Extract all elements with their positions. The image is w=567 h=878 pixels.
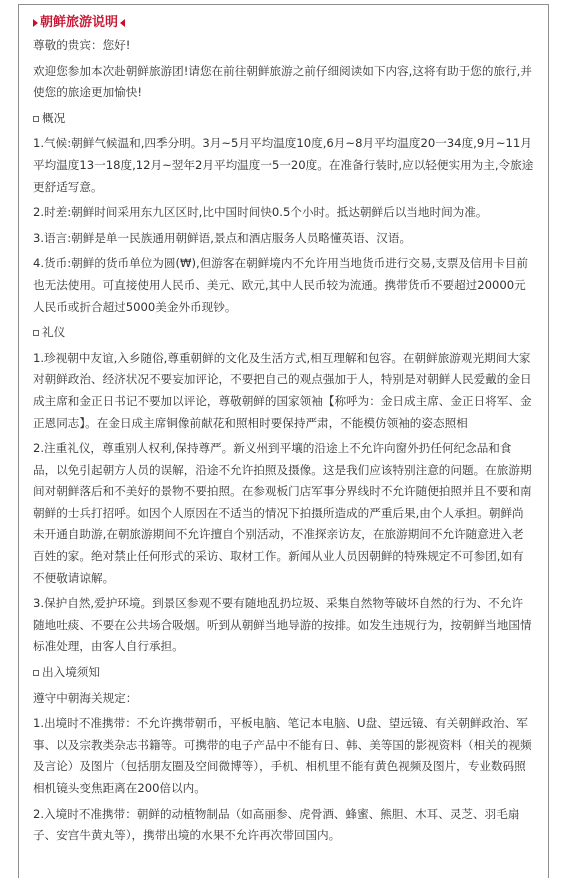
list-item: 2.注重礼仪，尊重别人权利,保持尊严。新义州到平壤的沿途上不允许向窗外扔任何纪念品和食品，以免引起朝方人员的误解，沿途不允许拍照及摄像。这是我们应该特别注意的问题。在旅游期间对朝鲜落后和不美好的景物不要拍照。在参观板门店军事分界线时不允许随便拍照并且不要和南朝鲜的士兵打招呼。如因个人原因在不适当的情况下拍摄所造成的严重后果,由个人承担。朝鲜尚未开通自助游,在朝旅游期间不允许擅自个别活动，不准探亲访友，在旅游期间不允许随意进入老百姓的家。绝对禁止任何形式的采访、取材工作。新闻从业人员因朝鲜的特殊规定不可参团,如有不便敬请谅解。 [33, 441, 532, 585]
greeting: 尊敬的贵宾：您好! [33, 38, 131, 52]
list-item: 1.珍视朝中友谊,入乡随俗,尊重朝鲜的文化及生活方式,相互理解和包容。在朝鲜旅游观光期间大家对朝鲜政治、经济状况不要妄加评论，不要把自己的观点强加于人，特别是对朝鲜人民爱戴的金日成主席和金正日书记不要加以评论，尊敬朝鲜的国家领袖【称呼为：金日成主席、金正日将军、金正恩同志】。在金日成主席铜像前献花和照相时要保持严肃，不能模仿领袖的姿态照相 [33, 350, 532, 430]
triangle-right-icon [33, 19, 38, 27]
checkbox-square-icon [33, 670, 39, 676]
list-item: 3.语言:朝鲜是单一民族通用朝鲜语,景点和酒店服务人员略懂英语、汉语。 [33, 230, 412, 245]
list-item: 3.保护自然,爱护环境。到景区参观不要有随地乱扔垃圾、采集自然物等破坏自然的行为、不允许随地吐痰、不要在公共场合吸烟。听到从朝鲜当地导游的按排。如发生违规行为，按朝鲜当地国情标准处理，由客人自行承担。 [33, 596, 532, 654]
list-item: 4.货币:朝鲜的货币单位为圆(₩),但游客在朝鲜境内不允许用当地货币进行交易,支票及信用卡目前也无法使用。可直接使用人民币、美元、欧元,其中人民币较为流通。携带货币不要超过20000元人民币或折合超过5000美金外币现钞。 [33, 256, 529, 314]
checkbox-square-icon [33, 330, 39, 336]
list-item: 2.时差:朝鲜时间采用东九区区时,比中国时间快0.5个小时。抵达朝鲜后以当地时间为准。 [33, 205, 488, 220]
article-content [19, 5, 548, 847]
section-subheading: 遵守中朝海关规定： [33, 690, 138, 705]
section-heading-overview: 概况 [33, 108, 534, 130]
section-heading-entry: 出入境须知 [33, 662, 534, 684]
title-text: 朝鲜旅游说明 [40, 15, 119, 30]
list-item: 2.入境时不准携带：朝鲜的动植物制品（如高丽参、虎骨酒、蜂蜜、熊胆、木耳、灵芝、羽毛扇子、安宫牛黄丸等），携带出境的水果不允许再次带回国内。 [33, 806, 520, 843]
intro: 欢迎您参加本次赴朝鲜旅游团!请您在前往朝鲜旅游之前仔细阅读如下内容,这将有助于您的旅行,并使您的旅途更加愉快! [33, 63, 532, 100]
checkbox-square-icon [33, 116, 39, 122]
article-frame [18, 4, 549, 878]
article-title [33, 13, 534, 33]
list-item: 1.气候:朝鲜气候温和,四季分明。3月~5月平均温度10度,6月~8月平均温度20一34度,9月~11月平均温度13一18度,12月~翌年2月平均温度一5一20度。在准备行装时,应以轻便实用为主,令旅途更舒适写意。 [33, 136, 534, 194]
list-item: 1.出境时不准携带：不允许携带朝币，平板电脑、笔记本电脑、U盘、望远镜、有关朝鲜政治、军事、以及宗教类杂志书籍等。可携带的电子产品中不能有日、韩、美等国的影视资料（相关的视频及言论）及图片（包括朋友圈及空间微博等），手机、相机里不能有黄色视频及图片，专业数码照相机镜头变焦距离在200倍以内。 [33, 716, 532, 795]
section-heading-etiquette: 礼仪 [33, 322, 534, 344]
triangle-left-icon [120, 19, 125, 27]
